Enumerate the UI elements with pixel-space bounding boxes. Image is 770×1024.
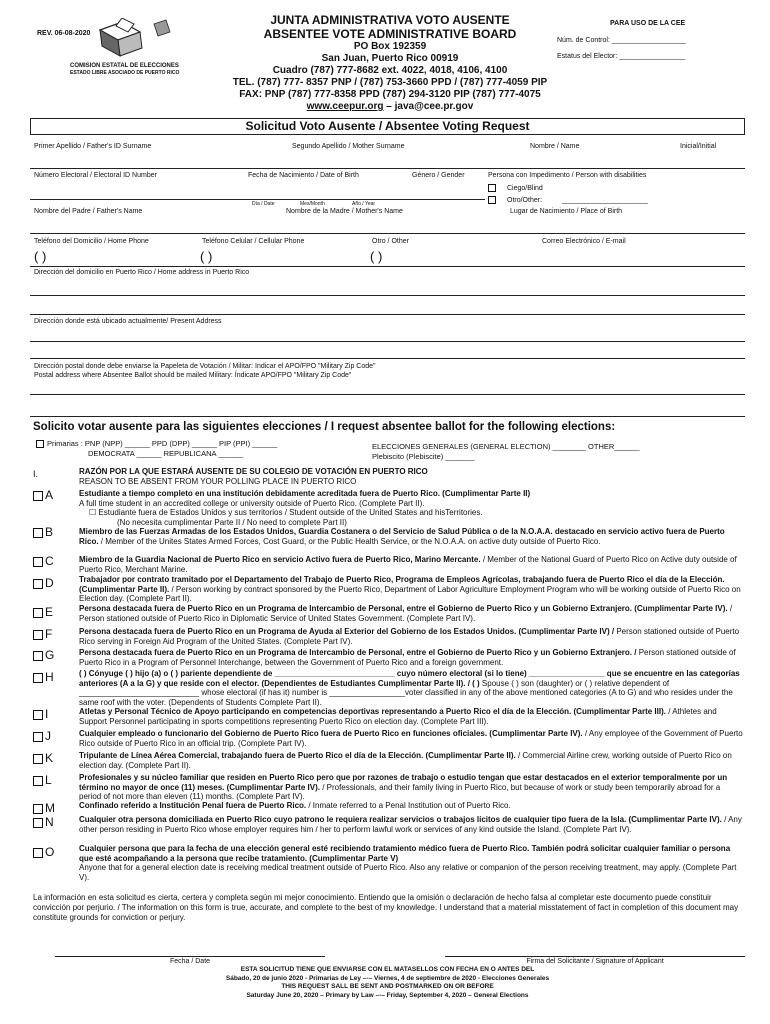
reason-d-text: Trabajador por contrato tramitado por el Departamento del Trabajo de Puerto Rico, Programa de Empleos Agrícolas, trabajando fuera de Puerto Rico el día de la Elección. (Cumplimentar Parte II). / Person working by contract sponsored by the Puerto Rico, Department of Labor Agriculture Employment Program who will be working outside of Puerto Rico on Election day. (Complete Part II). xyxy=(79,575,741,604)
reason-e-checkbox[interactable]: E xyxy=(33,605,53,619)
reason-b-checkbox[interactable]: B xyxy=(33,525,53,539)
voter-id-label: Número Electoral / Electoral ID Number xyxy=(34,172,157,179)
reason-l-text: Profesionales y su núcleo familiar que residen en Puerto Rico pero que por razones de trabajo o estudio tengan que estar destacados en el exterior temporalmente por un término no mayor de once (11) meses. (Cumplimentar Parte IV). / Professionals, and their family living in Puerto Rico, but because of work or study been temporarily abroad for a period of not more than eleven (11) months. (Complete Part IV). xyxy=(79,773,728,802)
home-address-line-2[interactable] xyxy=(30,314,745,315)
reason-m-checkbox[interactable]: M xyxy=(33,801,55,815)
name-label: Nombre / Name xyxy=(530,143,580,150)
cee-logo: COMISION ESTATAL DE ELECCIONES ESTADO LIBRE ASOCIADO DE PUERTO RICO xyxy=(70,18,200,70)
other-phone-label: Otro / Other xyxy=(372,238,409,245)
reason-f-checkbox[interactable]: F xyxy=(33,627,52,641)
reason-i-text: Atletas y Personal Técnico de Apoyo participando en competencias deportivas representando a Puerto Rico el día de la Elección. (Cumplimentar Parte III). / Athletes and Support Personnel participating in sports competitions representing Puerto Rico on election day. (Complete Part III). xyxy=(79,707,717,726)
signature-line[interactable] xyxy=(445,956,745,957)
reasons-title-es: RAZÓN POR LA QUE ESTARÁ AUSENTE DE SU COLEGIO DE VOTACIÓN EN PUERTO RICO xyxy=(79,467,428,476)
cell-phone-label: Teléfono Celular / Cellular Phone xyxy=(202,238,305,245)
cee-use-label: PARA USO DE LA CEE xyxy=(610,20,686,27)
email-link[interactable]: – java@cee.pr.gov xyxy=(383,101,474,112)
control-number-field[interactable]: Núm. de Control: ___________________ xyxy=(557,37,686,44)
reason-e-text: Persona destacada fuera de Puerto Rico en un Programa de Intercambio de Personal, entre el Gobierno de Puerto Rico y un Gobierno Extranjero. (Cumplimentar Parte IV). / Person stationed outside of Puerto Rico in Diplomatic Service of United States Government. (Complete Part IV). xyxy=(79,604,733,623)
dob-label: Fecha de Nacimiento / Date of Birth xyxy=(248,172,359,179)
primaries-checkbox[interactable] xyxy=(36,440,44,448)
form-title: Solicitud Voto Ausente / Absentee Voting Request xyxy=(30,118,745,135)
surname1-label: Primer Apellido / Father's ID Surname xyxy=(34,143,152,150)
reason-d-checkbox[interactable]: D xyxy=(33,576,54,590)
date-label: Fecha / Date xyxy=(169,958,211,965)
other-phone-area[interactable]: ( ) xyxy=(370,249,383,264)
parents-line[interactable] xyxy=(30,233,745,234)
reason-g-text: Persona destacada fuera de Puerto Rico en un Programa de Intercambio de Personal, entre el Gobierno de Puerto Rico y un Gobierno Extranjero. / Person stationed outside of Puerto Rico in a Program of Personnel Interchange, between the Government of Puerto Rico and a foreign government. xyxy=(79,648,736,667)
present-address-label: Dirección donde está ubicado actualmente/ Present Address xyxy=(34,318,222,325)
primaries-option[interactable]: Primarias : PNP (NPP) ______ PPD (DPP) ______ PIP (PPI) ______ xyxy=(36,439,277,448)
other-checkbox[interactable] xyxy=(488,196,496,204)
primaries-line2: DEMOCRATA ______ REPUBLICANA ______ xyxy=(88,449,244,458)
reasons-title-en: REASON TO BE ABSENT FROM YOUR POLLING PLACE IN PUERTO RICO xyxy=(79,477,357,486)
day-label: Día / Date xyxy=(252,201,275,207)
title-es: JUNTA ADMINISTRATIVA VOTO AUSENTE xyxy=(270,13,510,27)
revision: REV. 06-08-2020 xyxy=(37,30,91,37)
reason-h-text: ( ) Cónyuge ( ) hijo (a) o ( ) pariente dependiente de ___________________________ cuyo número electoral (si lo tiene) _________________ que se encuentre en las categorías anteriores (A a la G) y que reside con el elector. (Dependientes de Estudiantes Cumplimentar Parte II). / ( ) Spouse ( ) son (daughter) or ( ) relative dependent of ___________________________ whose electoral (if has it) number is _________________voter classified in any of the above mentioned categories (A to G) and who resides under the same roof with the voter. (Dependents of Students Complete Part II). xyxy=(79,669,740,707)
reason-f-text: Persona destacada fuera de Puerto Rico en un Programa de Ayuda al Exterior del Gobierno de los Estados Unidos. (Cumplimentar Parte IV) / Person stationed outside of Puerto Rico serving in Foreign Aid Program of the United States. (Complete Part IV). xyxy=(79,627,740,646)
postal-line-2[interactable] xyxy=(30,416,745,417)
website-link[interactable]: www.ceepur.org xyxy=(306,101,384,112)
home-phone-label: Teléfono del Domicilio / Home Phone xyxy=(34,238,149,245)
po-box: PO Box 192359 xyxy=(353,41,427,52)
reason-m-text: Confinado referido a Institución Penal fuera de Puerto Rico. / Inmate referred to a Penal Institution out of Puerto Rico. xyxy=(79,801,511,810)
reason-b-text: Miembro de las Fuerzas Armadas de los Estados Unidos, Guardia Costanera o del Servicio de Salud Pública o de la N.O.A.A. destacado en servicio activo fuera de Puerto Rico. / Member of the Unites States Armed Forces, Cost Guard, or the Public Health Service, or the N.O.A.A. on active duty outside of Puerto Rico. xyxy=(79,527,725,546)
reason-a-text: Estudiante a tiempo completo en una institución debidamente acreditada fuera de Puerto Rico. (Cumplimentar Parte II) A full time student in an accredited college or university outside of Puerto Rico. (Complete Part II). ☐ Estudiante fuera de Estados Unidos y sus territorios / Student outside of the United States and hisTerritories. (No necesita cumplimentar Parte II / No need to complete Part II) xyxy=(79,489,531,527)
gender-label: Género / Gender xyxy=(412,172,465,179)
request-title: Solicito votar ausente para las siguientes elecciones / I request absentee ballot for the following elections: xyxy=(33,421,616,433)
section-number: I. xyxy=(33,469,39,479)
present-address-line-1[interactable] xyxy=(30,341,745,342)
reason-c-text: Miembro de la Guardia Nacional de Puerto Rico en servicio Activo fuera de Puerto Rico, Marino Mercante. / Member of the National Guard of Puerto Rico on Active duty outside of Puerto Rico, Merchant Marine. xyxy=(79,555,737,574)
home-address-line-1[interactable] xyxy=(30,295,745,296)
signature-label: Firma del Solicitante / Signature of Applicant xyxy=(526,958,664,965)
home-address-label: Dirección del domicilio en Puerto Rico / Home address in Puerto Rico xyxy=(34,269,250,276)
reason-o-checkbox[interactable]: O xyxy=(33,845,54,859)
home-phone-area[interactable]: ( ) xyxy=(34,249,47,264)
blind-option[interactable]: Ciego/Blind xyxy=(488,184,543,193)
city: San Juan, Puerto Rico 00919 xyxy=(321,53,459,64)
year-label: Año / Year xyxy=(352,201,376,207)
web-email xyxy=(200,101,580,113)
blind-checkbox[interactable] xyxy=(488,184,496,192)
reason-h-checkbox[interactable]: H xyxy=(33,670,54,684)
tel: TEL. (787) 777- 8357 PNP / (787) 753-3660 PPD / (787) 777-4059 PIP xyxy=(232,77,548,88)
father-label: Nombre del Padre / Father's Name xyxy=(34,208,143,215)
postal-address-label-en: Postal address where Absentee Ballot should be mailed Military: Índicate APO/FPO "Military Zip Code" xyxy=(34,372,352,379)
surname2-label: Segundo Apellido / Mother Surname xyxy=(292,143,405,150)
date-line[interactable] xyxy=(55,956,325,957)
reason-n-text: Cualquier otra persona domiciliada en Puerto Rico cuyo patrono le requiera realizar servicios o trabajos lícitos de cualquier tipo fuera de la Isla. (Cumplimentar Parte IV). / Any other person residing in Puerto Rico whose employer requires him / her to perform lawful work or services of any kind outside the Island. (Complete Part IV). xyxy=(79,815,742,834)
reason-j-text: Cualquier empleado o funcionario del Gobierno de Puerto Rico fuera de Puerto Rico en funciones oficiales. (Cumplimentar Parte IV). / Any employee of the Government of Puerto Rico outside of Puerto Rico in an official trip. (Complete Part IV). xyxy=(79,729,743,748)
phones-line[interactable] xyxy=(30,266,745,267)
disability-label: Persona con Impedimento / Person with disabilities xyxy=(488,172,647,179)
title-en: ABSENTEE VOTE ADMINISTRATIVE BOARD xyxy=(263,27,517,41)
plebiscite-option[interactable]: Plebiscito (Plebiscite) _______ xyxy=(372,452,475,461)
reason-g-checkbox[interactable]: G xyxy=(33,648,54,662)
general-election-option[interactable]: ELECCIONES GENERALES (GENERAL ELECTION) ________ OTHER______ xyxy=(372,442,640,451)
initial-label: Inicial/Initial xyxy=(680,143,717,150)
present-address-line-2[interactable] xyxy=(30,358,745,359)
fax: FAX: PNP (787) 777-8358 PPD (787) 294-3120 PIP (787) 777-4075 xyxy=(239,89,541,100)
reason-c-checkbox[interactable]: C xyxy=(33,554,54,568)
other-option[interactable]: Otro/Other: ______________________ xyxy=(488,196,648,205)
cuadro: Cuadro (787) 777-8682 ext. 4022, 4018, 4106, 4100 xyxy=(272,65,508,76)
reason-j-checkbox[interactable]: J xyxy=(33,729,51,743)
reason-l-checkbox[interactable]: L xyxy=(33,773,52,787)
reason-o-text: Cualquier persona que para la fecha de una elección general esté recibiendo tratamiento médico fuera de Puerto Rico. También podrá solicitar cualquier familiar o persona que esté acompañando a la persona que recibe tratamiento. (Cumplimentar Parte V) Anyone that for a general election date is receiving medical treatment outside of Puerto Rico. Also any relative or companion of the person receiving treatment, may apply. (Complete Part V). xyxy=(79,844,737,882)
footer-deadline: ESTA SOLICITUD TIENE QUE ENVIARSE CON EL MATASELLOS CON FECHA EN O ANTES DEL Sábado, 20 de junio 2020 - Primarias de Ley –-– Viernes, 4 de septiembre de 2020 - Elecciones Generales THIS REQUEST SALL BE SENT AND POSTMARKED ON OR BEFORE Saturday June 20, 2020 – Primary by Law –-– Friday, September 4, 2020 – General Elections xyxy=(225,966,550,999)
month-label: Mes/Month xyxy=(300,201,325,207)
reason-k-text: Tripulante de Línea Aérea Comercial, trabajando fuera de Puerto Rico el día de la Elección. (Cumplimentar Parte II). / Commercial Airline crew, working outside of Puerto Rico on election day. (Complete Part II). xyxy=(79,751,732,770)
reason-a-checkbox[interactable]: A xyxy=(33,488,53,502)
reason-n-checkbox[interactable]: N xyxy=(33,815,54,829)
voter-status-field[interactable]: Estatus del Elector: _________________ xyxy=(557,53,686,60)
birthplace-label: Lugar de Nacimiento / Place of Birth xyxy=(510,208,623,215)
voter-id-line[interactable] xyxy=(30,199,485,200)
cell-phone-area[interactable]: ( ) xyxy=(200,249,213,264)
reason-k-checkbox[interactable]: K xyxy=(33,751,53,765)
header-block xyxy=(200,13,580,113)
postal-line-1[interactable] xyxy=(30,394,745,395)
reason-i-checkbox[interactable]: I xyxy=(33,707,48,721)
email-label: Correo Electrónico / E-mail xyxy=(542,238,626,245)
postal-address-label-es: Dirección postal donde debe enviarse la Papeleta de Votación / Militar: Indicar el APO/FPO "Military Zip Code" xyxy=(34,363,376,370)
name-line[interactable] xyxy=(30,168,745,169)
mother-label: Nombre de la Madre / Mother's Name xyxy=(286,208,403,215)
certification-text: La información en esta solicitud es cierta, certera y completa según mi mejor conocimiento. Entiendo que la omisión o declaración de hecho falsa al completar este documento puede constituir convicción por perjurio. / The information on this form is true, accurate, and complete to the best of my knowledge. I understand that a material misstatement of fact in completion of this document may constitute grounds for conviction or perjury. xyxy=(33,893,739,922)
